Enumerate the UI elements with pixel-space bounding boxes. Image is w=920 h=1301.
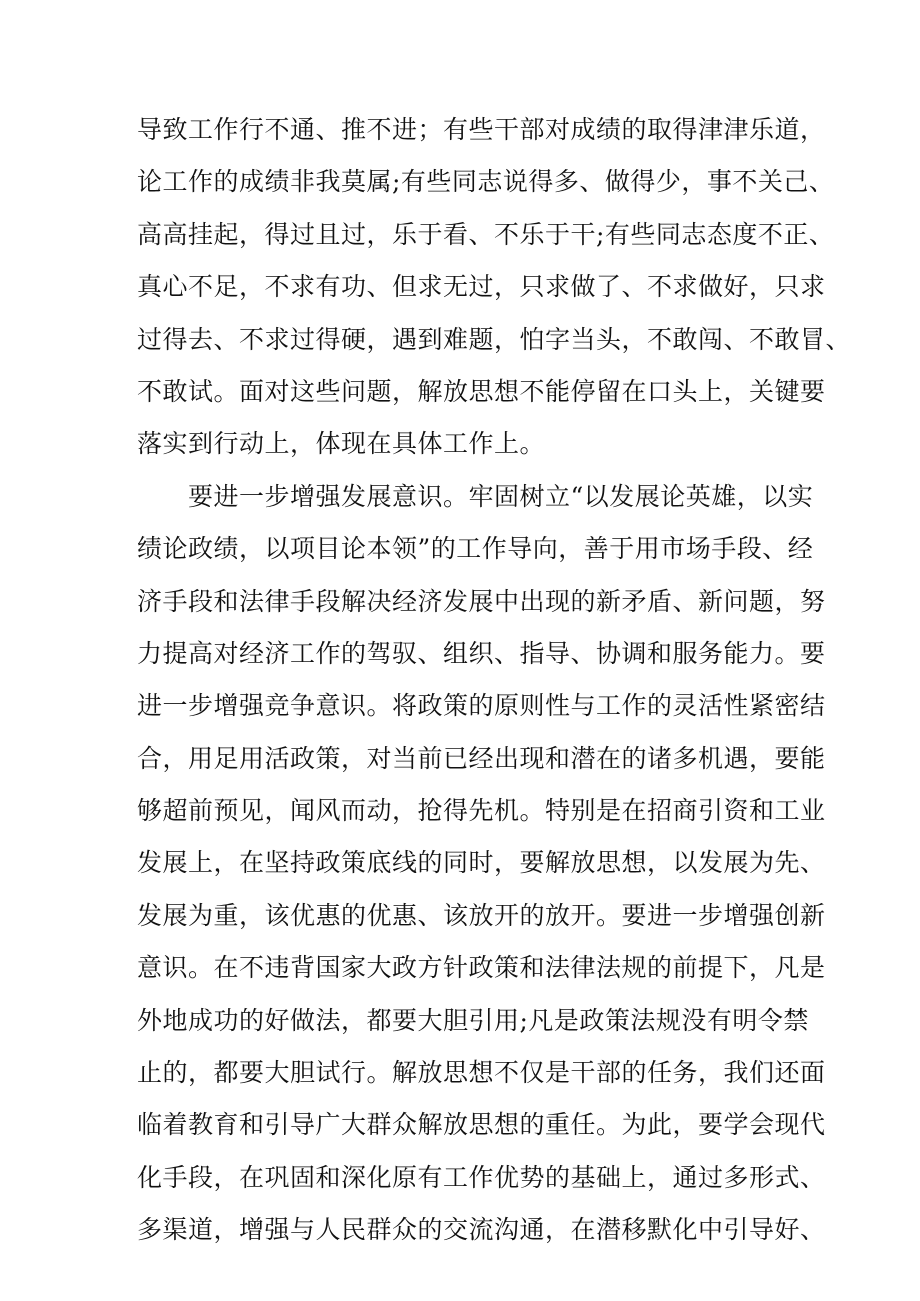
text-line: 发展上，在坚持政策底线的同时，要解放思想，以发展为先、 [137,848,826,878]
text-line: 济手段和法律手段解决经济发展中出现的新矛盾、新问题，努 [137,586,826,616]
text-line: 过得去、不求过得硬，遇到难题，怕字当头，不敢闯、不敢冒、 [137,324,852,354]
paragraph-2 [137,471,826,1257]
text-line: 力提高对经济工作的驾驭、组织、指导、协调和服务能力。要 [137,638,826,668]
text-line: 论工作的成绩非我莫属;有些同志说得多、做得少，事不关己、 [137,167,835,197]
text-line: 绩论政绩，以项目论本领”的工作导向，善于用市场手段、经 [137,534,814,564]
text-line: 落实到行动上，体现在具体工作上。 [137,429,546,459]
text-line: 多渠道，增强与人民群众的交流沟通，在潜移默化中引导好、 [137,1215,826,1245]
text-line: 化手段，在巩固和深化原有工作优势的基础上，通过多形式、 [137,1162,826,1192]
text-line: 外地成功的好做法，都要大胆引用;凡是政策法规没有明令禁 [137,1005,809,1035]
text-line: 高高挂起，得过且过，乐于看、不乐于干;有些同志态度不正、 [137,219,835,249]
paragraph-1 [137,104,852,471]
text-line: 够超前预见，闻风而动，抢得先机。特别是在招商引资和工业 [137,796,826,826]
text-line: 真心不足，不求有功、但求无过，只求做了、不求做好，只求 [137,272,826,302]
text-line: 临着教育和引导广大群众解放思想的重任。为此，要学会现代 [137,1110,826,1140]
text-line: 要进一步增强发展意识。牢固树立“以发展论英雄，以实 [137,481,814,511]
text-line: 不敢试。面对这些问题，解放思想不能停留在口头上，关键要 [137,376,826,406]
text-line: 止的，都要大胆试行。解放思想不仅是干部的任务，我们还面 [137,1058,826,1088]
text-line: 合，用足用活政策，对当前已经出现和潜在的诸多机遇，要能 [137,743,826,773]
text-line: 发展为重，该优惠的优惠、该放开的放开。要进一步增强创新 [137,900,826,930]
text-line: 进一步增强竞争意识。将政策的原则性与工作的灵活性紧密结 [137,691,826,721]
body-text [137,104,852,1257]
text-line: 意识。在不违背国家大政方针政策和法律法规的前提下，凡是 [137,953,826,983]
text-line: 导致工作行不通、推不进；有些干部对成绩的取得津津乐道， [137,115,826,144]
